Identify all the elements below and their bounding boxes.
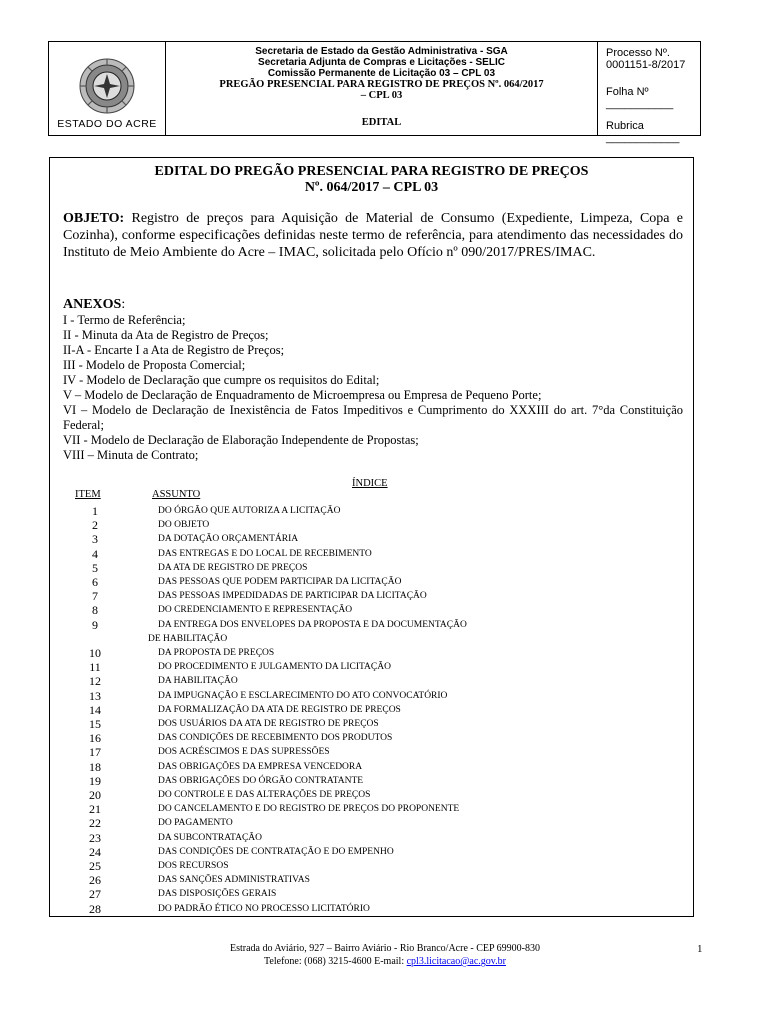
header-line-sga: Secretaria de Estado da Gestão Administrativa - SGA [255, 46, 508, 57]
indice-item-number: 22 [89, 816, 101, 831]
indice-item-number: 12 [89, 674, 101, 689]
indice-item-subject: DO CREDENCIAMENTO E REPRESENTAÇÃO [158, 605, 353, 616]
indice-item-number: 2 [92, 518, 98, 533]
indice-row [50, 660, 693, 674]
indice-item-subject: DAS OBRIGAÇÕES DO ÓRGÃO CONTRATANTE [158, 775, 364, 786]
anexo-item: IV - Modelo de Declaração que cumpre os requisitos do Edital; [63, 373, 380, 387]
indice-item-number: 20 [89, 788, 101, 802]
indice-row [50, 674, 693, 688]
anexos-section [63, 296, 683, 463]
page-number: 1 [697, 943, 703, 955]
indice-title: ÍNDICE [352, 478, 388, 489]
indice-item-number: 26 [89, 873, 101, 888]
indice-row [50, 575, 693, 589]
indice-row [50, 703, 693, 717]
title-line2: Nº. 064/2017 – CPL 03 [304, 180, 439, 195]
indice-col-assunto: ASSUNTO [152, 489, 201, 500]
anexo-item: III - Modelo de Proposta Comercial; [63, 358, 246, 372]
header-title-cell [166, 42, 598, 135]
indice-item-subject: DAS PESSOAS IMPEDIDADAS DE PARTICIPAR DA LICITAÇÃO [158, 591, 427, 602]
indice-item-subject: DAS OBRIGAÇÕES DA EMPRESA VENCEDORA [158, 761, 363, 772]
anexos-label: ANEXOS [63, 297, 122, 312]
indice-item-subject: DO PROCEDIMENTO E JULGAMENTO DA LICITAÇÃO [158, 662, 391, 673]
indice-item-subject: DO CONTROLE E DAS ALTERAÇÕES DE PREÇOS [158, 790, 371, 800]
objeto-text: Registro de preços para Aquisição de Material de Consumo (Expediente, Limpeza, Copa e Cozinha), conforme especificações definidas neste termo de referência, para atendimento das necessidades do Instituto de Meio Ambiente do Acre – IMAC, solicitada pelo Ofício nº 090/2017/PRES/IMAC. [63, 211, 683, 260]
indice-row [50, 745, 693, 759]
indice-item-subject: DA IMPUGNAÇÃO E ESCLARECIMENTO DO ATO CONVOCATÓRIO [158, 690, 448, 701]
header-logo-cell [49, 42, 166, 135]
header-line-selic: Secretaria Adjunta de Compras e Licitações - SELIC [258, 57, 505, 68]
indice-row [50, 859, 693, 873]
indice-row [50, 689, 693, 703]
indice-item-subject: DAS ENTREGAS E DO LOCAL DE RECEBIMENTO [158, 548, 372, 559]
indice-item-number: 9 [92, 617, 98, 632]
state-crest-icon [77, 56, 137, 116]
indice-row [50, 873, 693, 887]
indice-item-subject: DOS ACRÉSCIMOS E DAS SUPRESSÕES [158, 747, 330, 758]
indice-row [50, 532, 693, 546]
objeto-paragraph [63, 210, 683, 261]
footer-phone: Telefone: (068) 3215-4600 E-mail: [264, 956, 407, 967]
indice-item-number: 28 [89, 901, 101, 916]
indice-item-subject: DAS CONDIÇÕES DE CONTRATAÇÃO E DO EMPENHO [158, 846, 394, 857]
footer-email-link[interactable]: cpl3.licitacao@ac.gov.br [406, 956, 506, 967]
indice-item-subject: DAS SANÇÕES ADMINISTRATIVAS [158, 875, 310, 886]
indice-item-subject: DOS USUÁRIOS DA ATA DE REGISTRO DE PREÇOS [158, 719, 379, 729]
indice-item-subject: DA HABILITAÇÃO [158, 676, 238, 687]
indice-item-number: 23 [89, 830, 101, 845]
anexo-item: VI – Modelo de Declaração de Inexistência de Fatos Impeditivos e Cumprimento do XXXIII do art. 7°da Constituição Federal; [63, 403, 683, 432]
indice-row [50, 788, 693, 802]
indice-item-number: 21 [89, 802, 101, 817]
indice-row [50, 887, 693, 901]
indice-item-subject: DA PROPOSTA DE PREÇOS [158, 648, 275, 658]
indice-item-number: 27 [89, 887, 101, 902]
indice-item-subject: DA ENTREGA DOS ENVELOPES DA PROPOSTA E DA DOCUMENTAÇÃO [158, 619, 467, 630]
indice-row [50, 731, 693, 745]
indice-row [50, 845, 693, 859]
indice-item-subject-continued: DE HABILITAÇÃO [148, 633, 228, 644]
indice-row [50, 518, 693, 532]
indice-item-number: 7 [92, 589, 98, 604]
indice-item-number: 13 [89, 688, 101, 703]
indice-item-subject: DO PAGAMENTO [158, 818, 233, 829]
indice-item-number: 3 [92, 532, 98, 547]
indice-item-subject: DA SUBCONTRATAÇÃO [158, 832, 263, 843]
indice-item-number: 5 [92, 560, 98, 575]
document-title [50, 164, 693, 196]
indice-item-number: 1 [92, 504, 98, 518]
objeto-label: OBJETO: [63, 211, 125, 226]
header-process-cell [598, 42, 700, 144]
indice-item-number: 15 [89, 717, 101, 731]
footer-address: Estrada do Aviário, 927 – Bairro Aviário - Rio Branco/Acre - CEP 69900-830 [229, 943, 541, 954]
indice-item-number: 6 [92, 575, 98, 589]
indice-item-subject: DA DOTAÇÃO ORÇAMENTÁRIA [158, 534, 299, 545]
indice-item-subject: DO PADRÃO ÉTICO NO PROCESSO LICITATÓRIO [158, 903, 370, 914]
rubrica-field: Rubrica ____________ [606, 120, 680, 144]
indice-row [50, 589, 693, 603]
indice-row [50, 717, 693, 731]
anexo-item: VIII – Minuta de Contrato; [63, 448, 199, 462]
indice-item-number: 4 [92, 546, 98, 561]
footer-contact [0, 955, 770, 968]
indice-item-number: 8 [92, 603, 98, 618]
header-pregao-line2: – CPL 03 [360, 90, 403, 101]
document-header [48, 41, 701, 144]
indice-row [50, 760, 693, 774]
anexo-item: II - Minuta da Ata de Registro de Preços; [63, 328, 269, 342]
indice-item-number: 18 [89, 759, 101, 774]
indice-item-number: 24 [89, 844, 101, 859]
indice-row [50, 816, 693, 830]
header-edital-label: EDITAL [361, 117, 402, 128]
folha-field: Folha Nº ___________ [606, 86, 674, 110]
document-body-box [49, 157, 694, 917]
document-footer [0, 942, 770, 968]
indice-row [50, 831, 693, 845]
indice-row [50, 547, 693, 561]
indice-item-subject: DAS CONDIÇÕES DE RECEBIMENTO DOS PRODUTOS [158, 733, 393, 744]
indice-row [50, 902, 693, 916]
anexo-item: I - Termo de Referência; [63, 313, 186, 327]
indice-item-subject: DAS PESSOAS QUE PODEM PARTICIPAR DA LICITAÇÃO [158, 577, 402, 587]
indice-item-subject: DO OBJETO [158, 520, 210, 531]
processo-number: Processo Nº. 0001151-8/2017 [606, 47, 686, 71]
indice-item-subject: DA ATA DE REGISTRO DE PREÇOS [158, 562, 308, 573]
indice-row [50, 618, 693, 632]
anexo-item: V – Modelo de Declaração de Enquadramento de Microempresa ou Empresa de Pequeno Porte; [63, 388, 542, 402]
indice-item-number: 19 [89, 773, 101, 788]
indice-col-item: ITEM [75, 489, 101, 500]
anexos-heading: ANEXOS: [63, 297, 126, 312]
indice-item-number: 17 [89, 745, 101, 760]
anexo-item: II-A - Encarte I a Ata de Registro de Preços; [63, 343, 285, 357]
indice-item-number: 11 [89, 660, 101, 675]
indice-row [50, 561, 693, 575]
header-line-cpl: Comissão Permanente de Licitação 03 – CPL 03 [267, 68, 496, 79]
anexo-item: VII - Modelo de Declaração de Elaboração Independente de Propostas; [63, 433, 419, 447]
indice-item-subject: DA FORMALIZAÇÃO DA ATA DE REGISTRO DE PREÇOS [158, 704, 401, 715]
indice-item-number: 14 [89, 702, 101, 717]
indice-item-number: 10 [89, 646, 101, 660]
indice-row [50, 646, 693, 660]
indice-item-subject: DAS DISPOSIÇÕES GERAIS [158, 889, 277, 900]
indice-item-subject: DO CANCELAMENTO E DO REGISTRO DE PREÇOS DO PROPONENTE [158, 804, 460, 815]
indice-row [50, 603, 693, 617]
indice-item-subject: DO ÓRGÃO QUE AUTORIZA A LICITAÇÃO [158, 506, 341, 516]
indice-item-number: 16 [89, 731, 101, 746]
estado-label: ESTADO DO ACRE [57, 118, 157, 130]
indice-row [50, 774, 693, 788]
indice-row [50, 802, 693, 816]
indice-item-subject: DOS RECURSOS [158, 861, 229, 871]
indice-row [50, 504, 693, 518]
header-pregao-line1: PREGÃO PRESENCIAL PARA REGISTRO DE PREÇOS Nº. 064/2017 [219, 79, 544, 90]
indice-item-number: 25 [89, 859, 101, 873]
title-line1: EDITAL DO PREGÃO PRESENCIAL PARA REGISTRO DE PREÇOS [154, 164, 589, 179]
